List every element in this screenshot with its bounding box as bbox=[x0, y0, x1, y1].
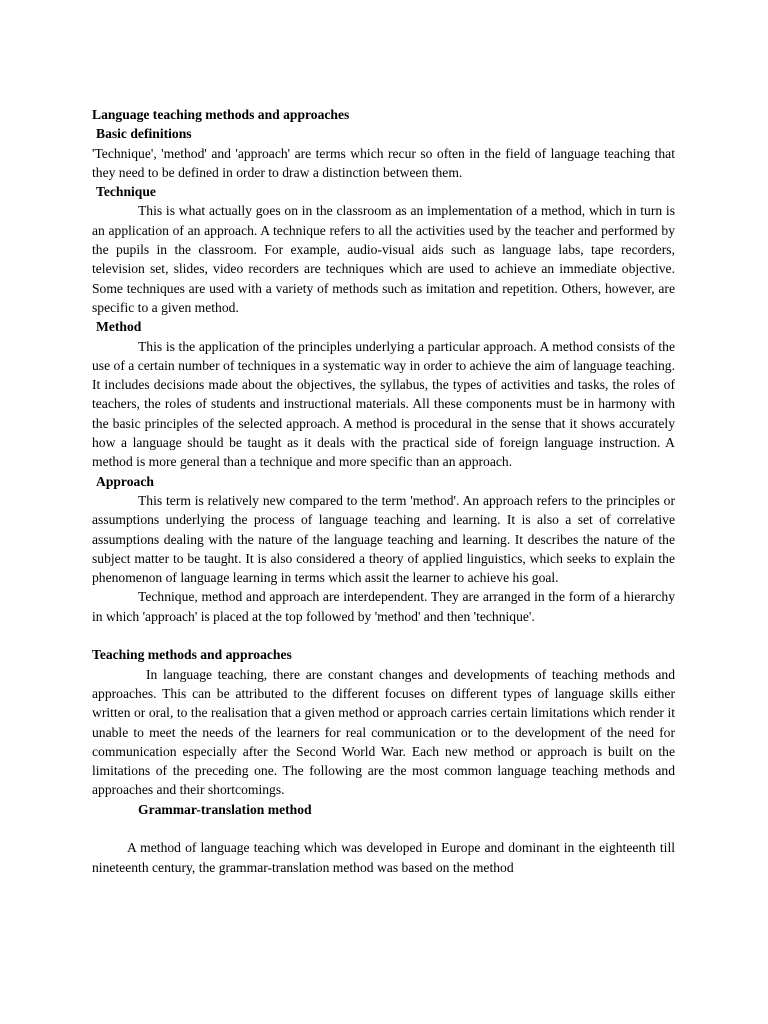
paragraph-teaching-methods: In language teaching, there are constant changes and developments of teaching methods and approaches. This can be attributed to the different focuses on different types of language skills either written or oral, to the realisation that a given method or approach carries certain limitations which render it unable to meet the needs of the learners for real communication or to the development of the need for communication especially after the Second World War. Each new method or approach is built on the limitations of the preceding one. The following are the most common language teaching methods and approaches and their shortcomings. bbox=[92, 666, 675, 798]
spacer bbox=[92, 626, 675, 645]
paragraph-technique: This is what actually goes on in the classroom as an implementation of a method, which in turn is an application of an approach. A technique refers to all the activities used by the teacher and performed by the pupils in the classroom. For example, audio-visual aids such as language labs, tape recorders, television set, slides, video recorders are techniques which are used to achieve an immediate objective. Some techniques are used with a variety of methods such as imitation and repetition. Others, however, are specific to a given method. bbox=[92, 203, 675, 315]
heading-teaching-methods: Teaching methods and approaches bbox=[92, 647, 292, 663]
paragraph-grammar-translation: A method of language teaching which was developed in Europe and dominant in the eighteenth till nineteenth century, the grammar-translation method was based on the method bbox=[92, 840, 675, 875]
heading-approach: Approach bbox=[96, 473, 154, 489]
document-page bbox=[92, 105, 675, 877]
heading-basic-definitions: Basic definitions bbox=[96, 126, 192, 142]
paragraph-approach: This term is relatively new compared to the term 'method'. An approach refers to the principles or assumptions underlying the process of language teaching and learning. It is also a set of correlative assumptions dealing with the nature of the language teaching and learning. It describes the nature of the subject matter to be taught. It is also considered a theory of applied linguistics, which seeks to explain the phenomenon of language learning in terms which assit the learner to achieve his goal. bbox=[92, 492, 675, 586]
paragraph-basic-definitions: 'Technique', 'method' and 'approach' are terms which recur so often in the field of language teaching that they need to be defined in order to draw a distinction between them. bbox=[92, 145, 675, 180]
heading-technique: Technique bbox=[96, 184, 156, 200]
paragraph-interdependence: Technique, method and approach are interdependent. They are arranged in the form of a hierarchy in which 'approach' is placed at the top followed by 'method' and then 'technique'. bbox=[92, 589, 675, 624]
document-title: Language teaching methods and approaches bbox=[92, 107, 350, 122]
heading-method: Method bbox=[96, 319, 142, 335]
spacer bbox=[92, 819, 675, 838]
heading-grammar-translation: Grammar-translation method bbox=[138, 801, 312, 817]
paragraph-method: This is the application of the principles underlying a particular approach. A method consists of the use of a certain number of techniques in a systematic way in order to achieve the aim of language teaching. It includes decisions made about the objectives, the syllabus, the types of activities and tasks, the roles of teachers, the roles of students and instructional materials. All these components must be in harmony with the basic principles of the selected approach. A method is procedural in the sense that it shows accurately how a language should be taught as it deals with the practical side of foreign language instruction. A method is more general than a technique and more specific than an approach. bbox=[92, 338, 675, 470]
